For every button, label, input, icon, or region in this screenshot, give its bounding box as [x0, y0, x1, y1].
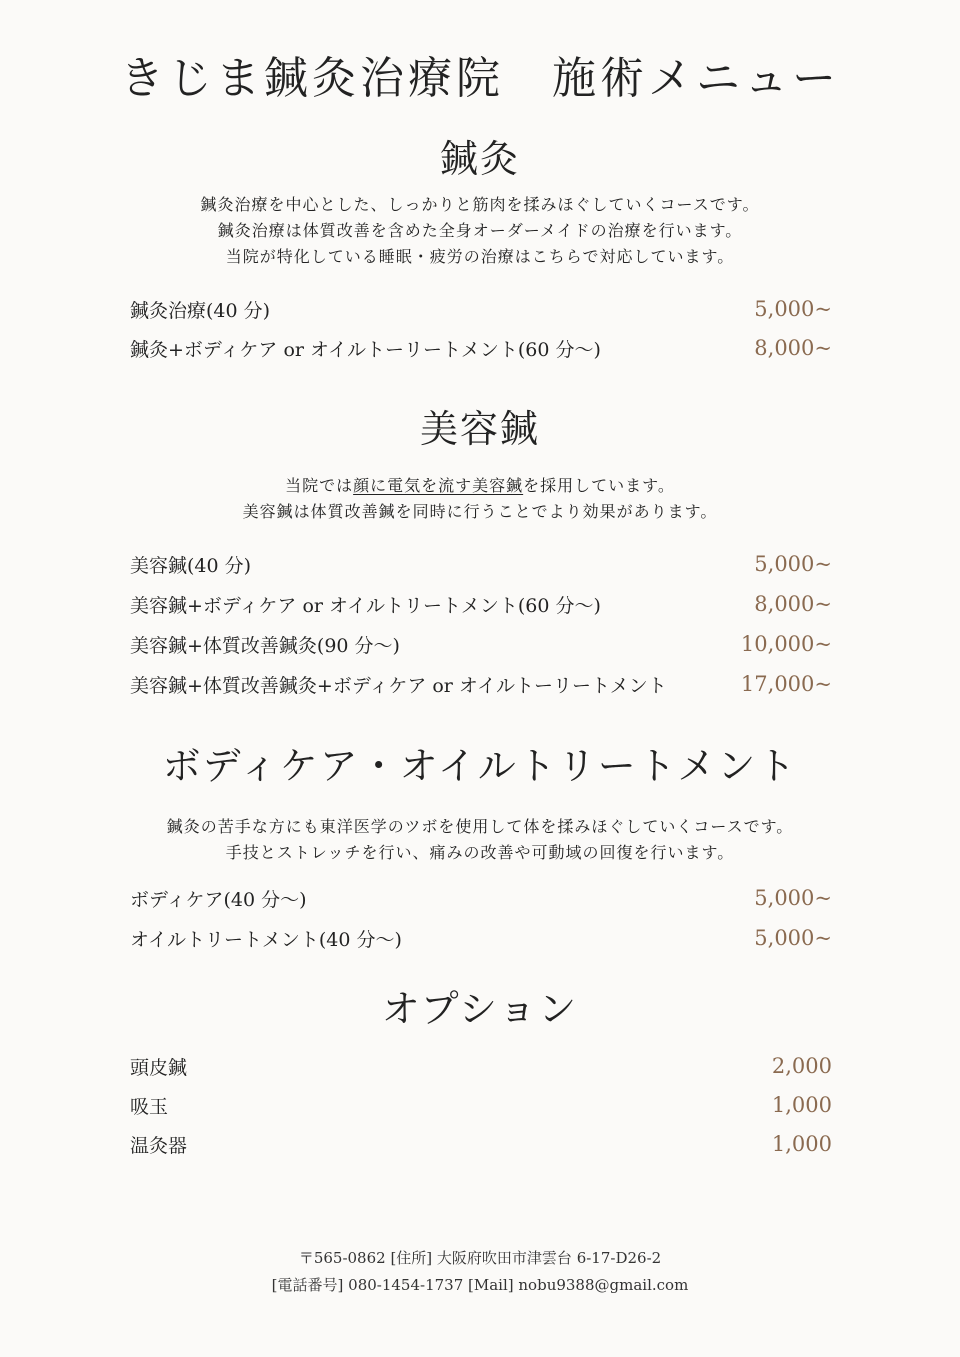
- menu-item-price: 8,000~: [754, 336, 832, 360]
- desc-line: [0, 473, 960, 499]
- menu-item: [130, 1129, 832, 1159]
- menu-item: [130, 1090, 832, 1120]
- desc-line: 美容鍼は体質改善鍼を同時に行うことでより効果があります。: [242, 502, 718, 521]
- footer-phone-mail: [電話番号] 080-1454-1737 [Mail] nobu9388@gmail.com: [271, 1276, 689, 1294]
- section-heading-shinkyu: 鍼灸: [439, 137, 520, 181]
- desc-line: 当院が特化している睡眠・疲労の治療はこちらで対応しています。: [225, 247, 735, 266]
- menu-item-name: オイルトリートメント(40 分〜): [130, 928, 402, 951]
- desc-line: 鍼灸治療を中心とした、しっかりと筋肉を揉みほぐしていくコースです。: [200, 195, 760, 214]
- footer-contact: [0, 1245, 960, 1299]
- menu-item-price: 1,000: [771, 1132, 832, 1156]
- section-desc-bodycare: [0, 814, 960, 866]
- menu-item-name: 頭皮鍼: [130, 1056, 188, 1079]
- menu-item-name: 美容鍼+体質改善鍼灸+ボディケア or オイルトーリートメント: [130, 674, 667, 697]
- menu-item: [130, 923, 832, 953]
- menu-item-price: 17,000~: [740, 672, 832, 696]
- menu-item-name: 吸玉: [130, 1095, 169, 1118]
- menu-item-price: 5,000~: [754, 886, 832, 910]
- menu-item: [130, 549, 832, 579]
- menu-item-price: 5,000~: [754, 297, 832, 321]
- menu-item: [130, 1051, 832, 1081]
- section-heading-bodycare: ボディケア・オイルトリートメント: [162, 744, 798, 788]
- section-heading-biyoshin: 美容鍼: [419, 407, 540, 451]
- section-heading-options: オプション: [381, 987, 579, 1031]
- menu-item-name: 美容鍼+ボディケア or オイルトリートメント(60 分〜): [130, 594, 601, 617]
- menu-item-name: 鍼灸+ボディケア or オイルトーリートメント(60 分〜): [130, 338, 601, 361]
- menu-item-name: 温灸器: [130, 1134, 188, 1157]
- desc-underlined-text: 顔に電気を流す美容鍼: [353, 476, 524, 495]
- menu-item: [130, 669, 832, 699]
- menu-item-name: 美容鍼(40 分): [130, 554, 252, 577]
- page-title: きじま鍼灸治療院 施術メニュー: [120, 53, 840, 104]
- menu-item-price: 5,000~: [754, 552, 832, 576]
- desc-line: 鍼灸治療は体質改善を含めた全身オーダーメイドの治療を行います。: [217, 221, 743, 240]
- menu-item: [130, 589, 832, 619]
- desc-text: 当院では: [285, 476, 354, 495]
- desc-line: 手技とストレッチを行い、痛みの改善や可動域の回復を行います。: [225, 843, 735, 862]
- menu-item-price: 5,000~: [754, 926, 832, 950]
- menu-item-name: ボディケア(40 分〜): [130, 888, 307, 911]
- section-desc-shinkyu: [0, 192, 960, 270]
- menu-item-name: 鍼灸治療(40 分): [130, 299, 271, 322]
- footer-address: 〒565-0862 [住所] 大阪府吹田市津雲台 6-17-D26-2: [298, 1249, 662, 1267]
- menu-item: [130, 629, 832, 659]
- desc-line: 鍼灸の苦手な方にも東洋医学のツボを使用して体を揉みほぐしていくコースです。: [166, 817, 794, 836]
- menu-item-price: 10,000~: [740, 632, 832, 656]
- menu-item-price: 8,000~: [754, 592, 832, 616]
- menu-item: [130, 294, 832, 324]
- menu-item: [130, 883, 832, 913]
- section-desc-biyoshin: [0, 473, 960, 525]
- menu-item: [130, 333, 832, 363]
- menu-item-name: 美容鍼+体質改善鍼灸(90 分〜): [130, 634, 400, 657]
- menu-item-price: 2,000: [771, 1054, 832, 1078]
- menu-item-price: 1,000: [771, 1093, 832, 1117]
- desc-text: を採用しています。: [523, 476, 675, 495]
